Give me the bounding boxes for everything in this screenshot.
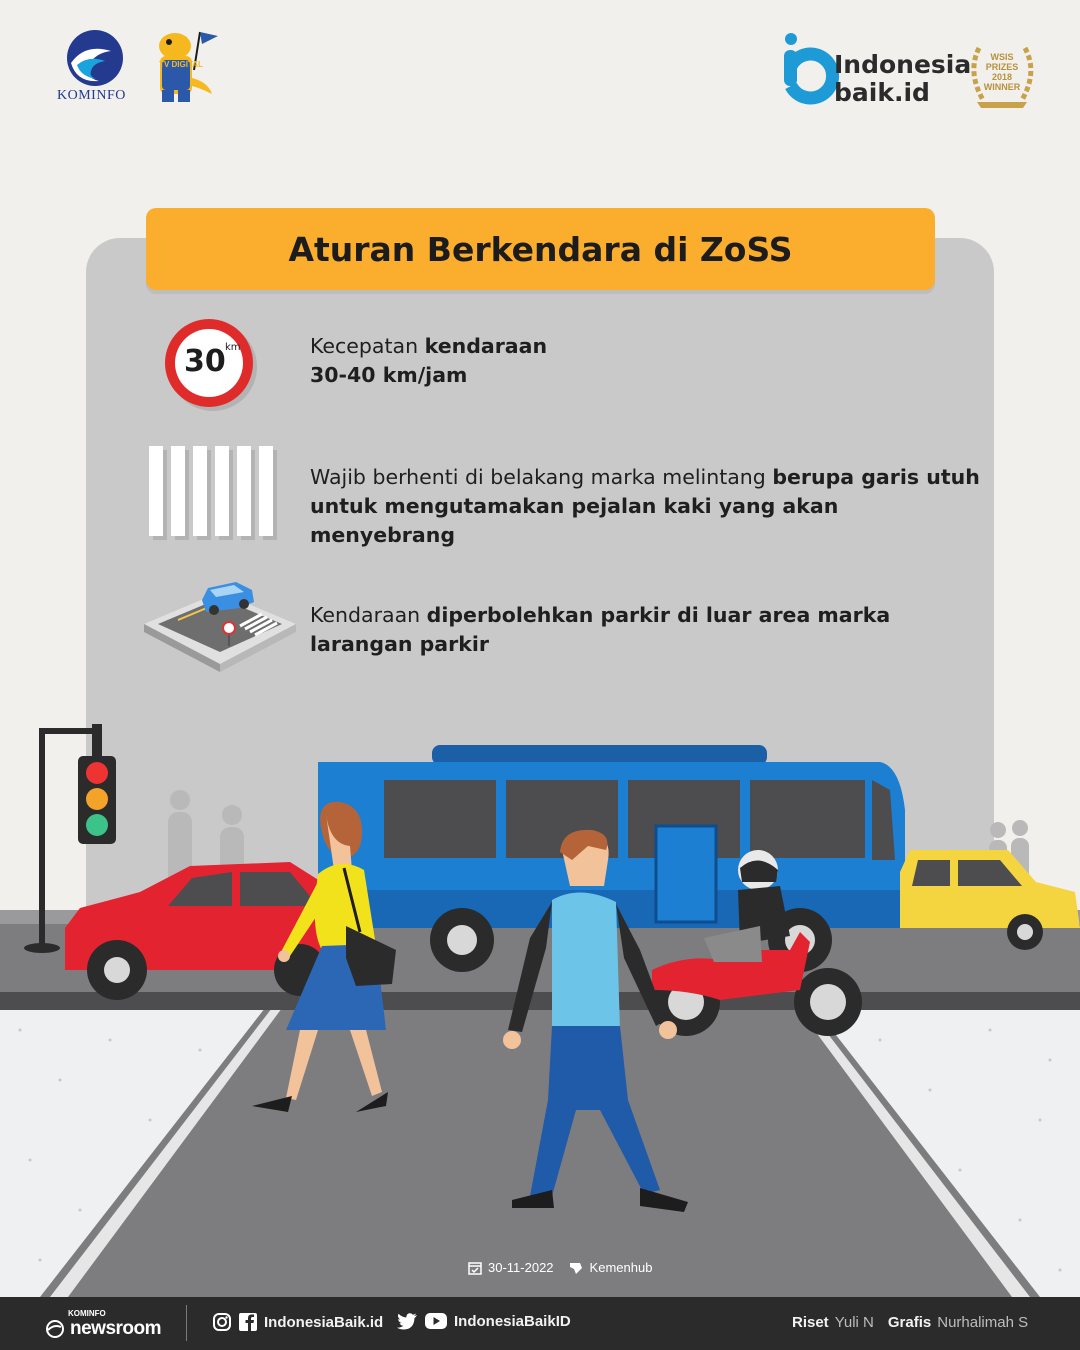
source-name: Kemenhub	[589, 1260, 653, 1275]
social-handle-group-1[interactable]	[212, 1312, 383, 1332]
kominfo-logo-text: KOMINFO	[57, 88, 126, 103]
kominfo-mini-icon	[44, 1320, 66, 1338]
brand-line-1: Indonesia	[834, 50, 972, 79]
social-handle-group-2[interactable]	[396, 1312, 571, 1330]
riset-label: Riset	[792, 1314, 829, 1331]
facebook-icon[interactable]	[238, 1312, 258, 1332]
page-title: Aturan Berkendara di ZoSS	[288, 229, 793, 269]
handle-tw-yt[interactable]: IndonesiaBaikID	[454, 1312, 571, 1330]
source-icon	[568, 1261, 584, 1275]
publish-date: 30-11-2022	[488, 1260, 554, 1275]
date-line	[468, 1260, 652, 1275]
speed-sign-unit: km	[225, 342, 241, 353]
grafis-value: Nurhalimah S	[937, 1314, 1029, 1331]
footer-divider	[186, 1305, 187, 1341]
wsis-award-text: WSIS PRIZES 2018 WINNER	[983, 52, 1021, 92]
credits	[792, 1314, 1028, 1331]
riset-value: Yuli N	[834, 1314, 874, 1331]
mascot-badge: TV DIGITAL	[159, 60, 203, 69]
handle-ig-fb[interactable]: IndonesiaBaik.id	[264, 1313, 384, 1331]
brand-line-2: baik.id	[834, 78, 930, 107]
rule-parking-text: Kendaraan diperbolehkan parkir di luar area marka larangan parkir	[310, 603, 891, 656]
newsroom-top-label: KOMINFO	[68, 1309, 106, 1318]
crosswalk-icon	[148, 446, 278, 540]
street-scene	[0, 700, 1080, 1297]
newsroom-label: newsroom	[70, 1318, 162, 1339]
title-banner	[146, 208, 935, 290]
calendar-icon	[468, 1261, 482, 1275]
newsroom-logo	[44, 1309, 161, 1340]
indonesiabaik-logo	[780, 30, 840, 105]
instagram-icon[interactable]	[212, 1312, 232, 1332]
rule-crosswalk-text: Wajib berhenti di belakang marka melintang berupa garis utuh untuk mengutamakan pejalan kaki yang akan menyebrang	[310, 465, 980, 547]
parking-area-icon	[144, 572, 296, 674]
speed-sign-number: 30	[184, 344, 226, 379]
rule-speed-text: Kecepatan kendaraan 30-40 km/jam	[310, 334, 548, 387]
youtube-icon[interactable]	[424, 1312, 448, 1330]
twitter-icon[interactable]	[396, 1312, 418, 1330]
grafis-label: Grafis	[887, 1314, 932, 1331]
